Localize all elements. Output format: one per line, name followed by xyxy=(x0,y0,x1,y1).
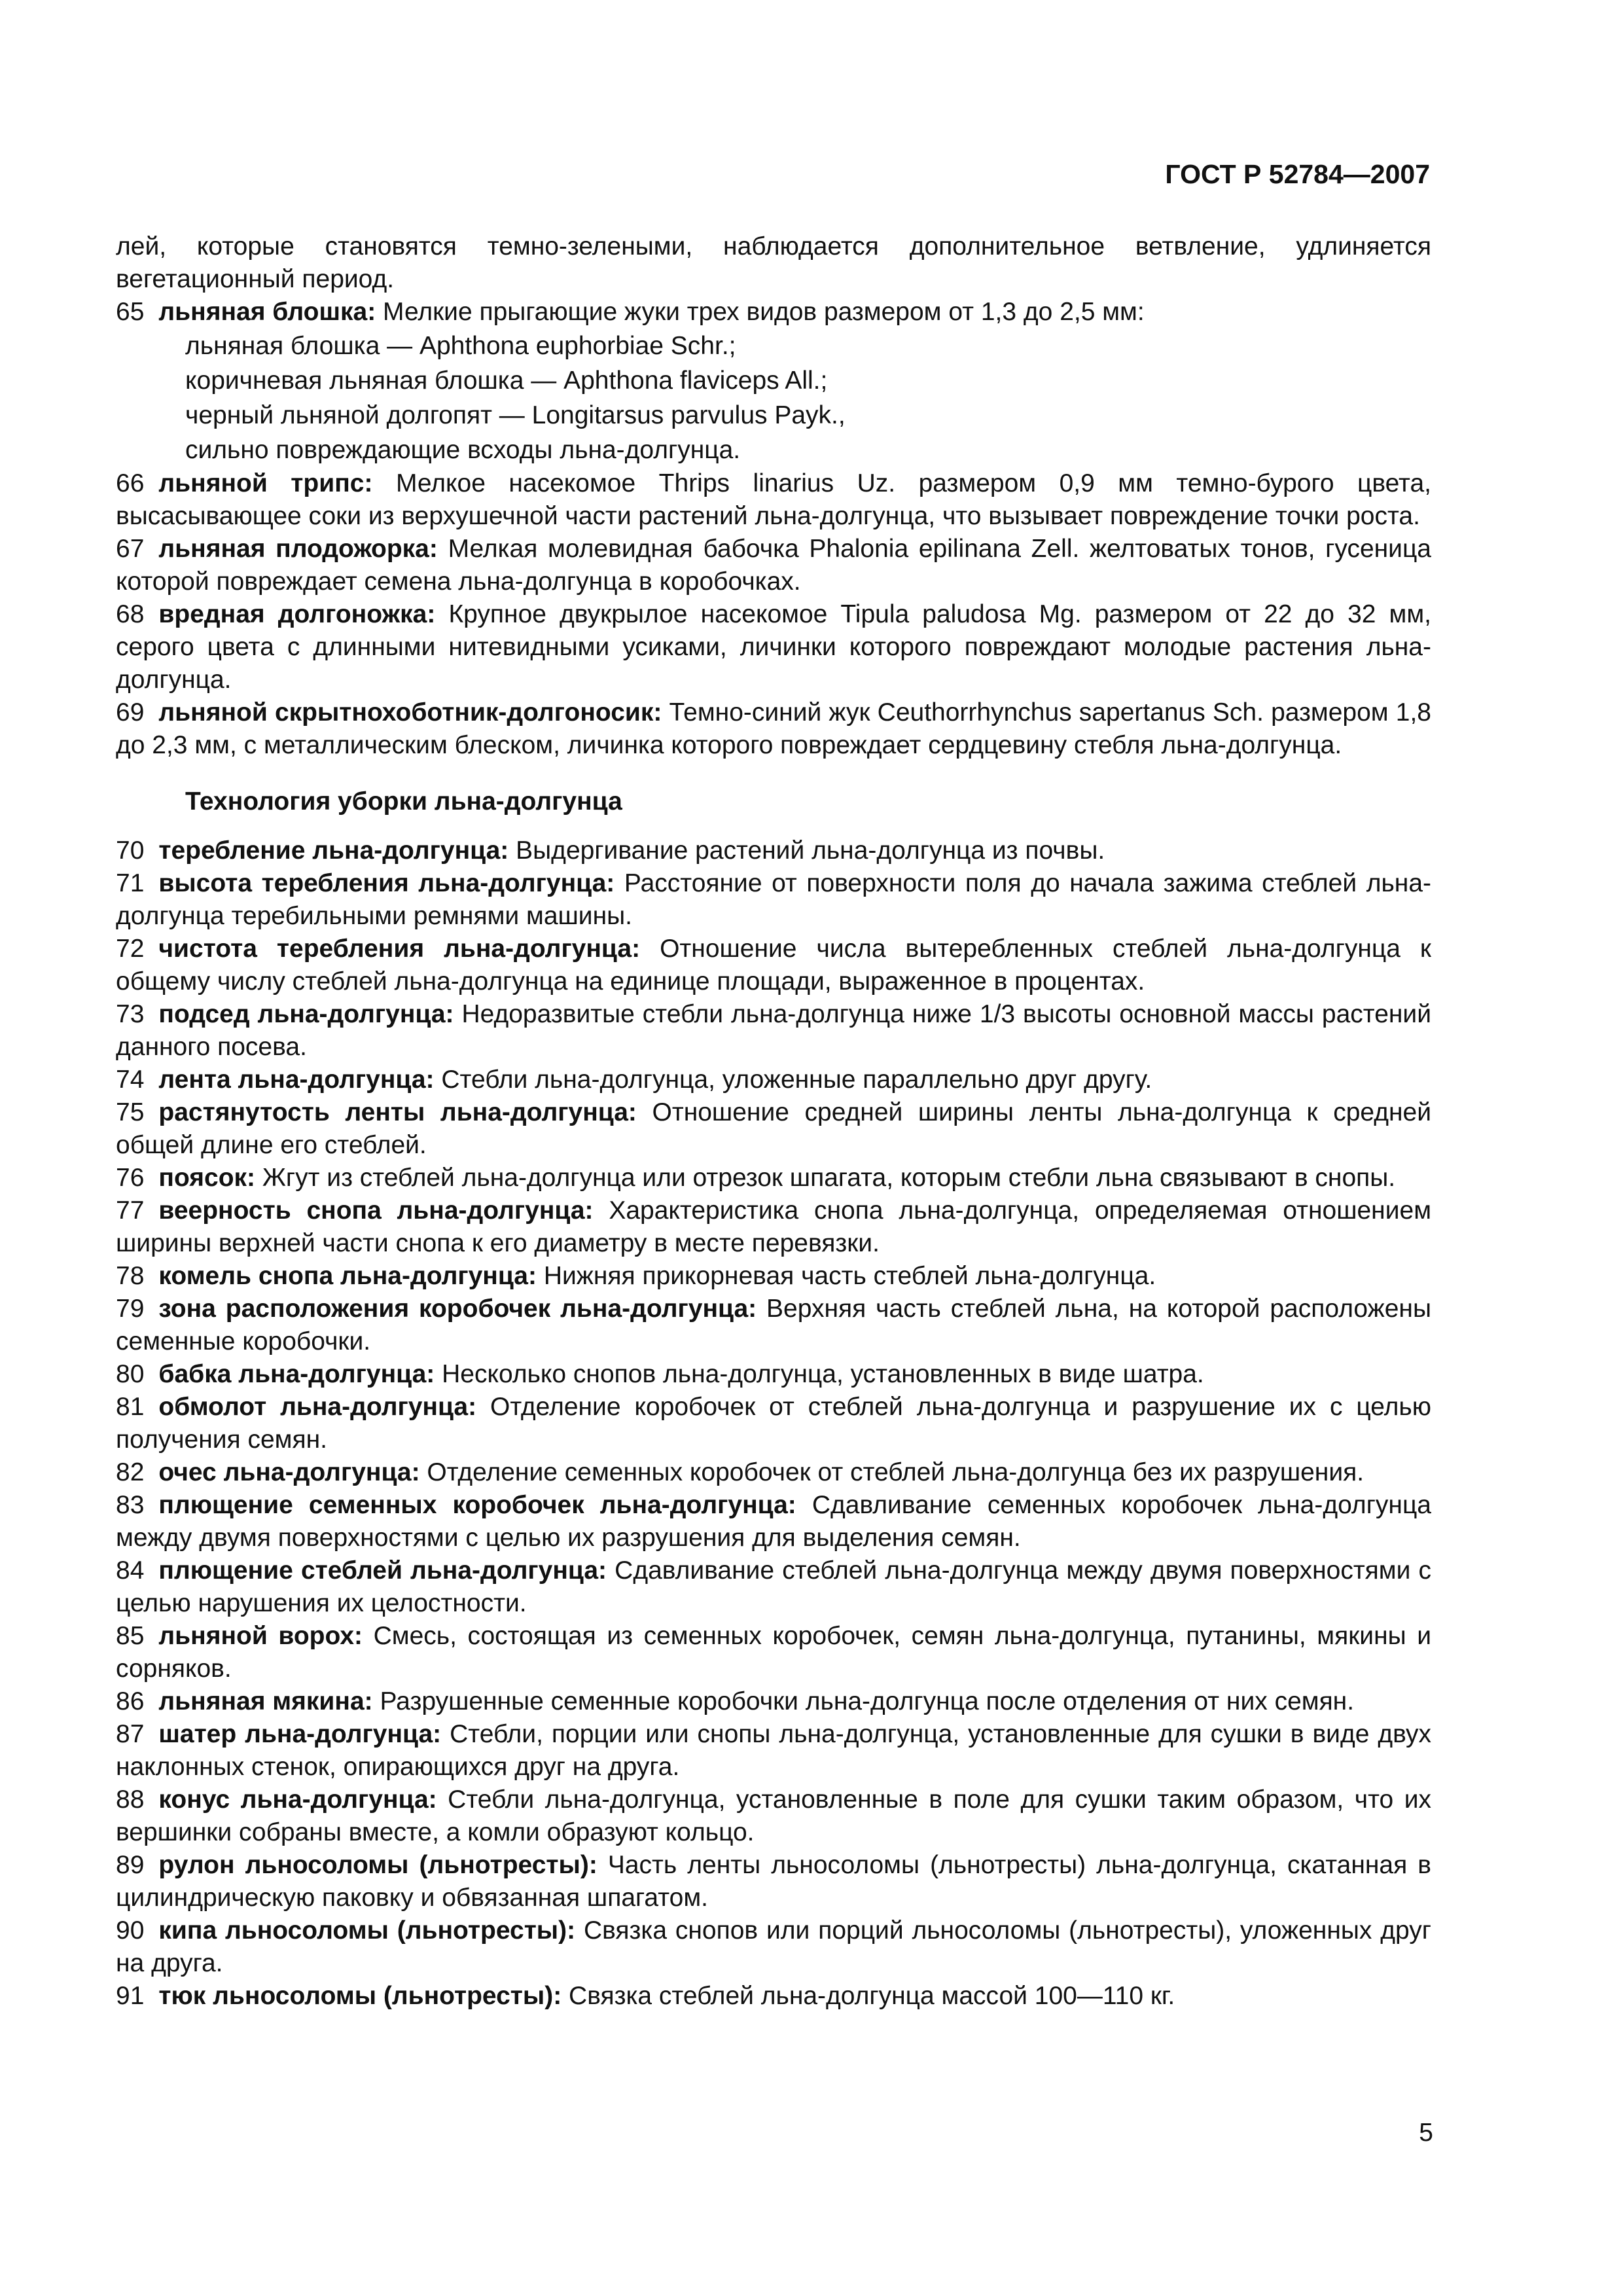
term-definition: Стебли, порции или снопы льна-долгунца, установленные для сушки в виде двух наклонных стенок, опирающихся друг на друга. xyxy=(116,1720,1431,1781)
term-number: 75 xyxy=(116,1098,145,1126)
species-list xyxy=(185,329,1431,467)
term-definition: Сдавливание стеблей льна-долгунца между двумя поверхностями с целью нарушения их целостности. xyxy=(116,1556,1431,1617)
term-entry xyxy=(116,1914,1431,1980)
term-entry xyxy=(116,1489,1431,1554)
term-entry xyxy=(116,1620,1431,1685)
term-title: льняной ворох: xyxy=(158,1622,363,1650)
term-number: 65 xyxy=(116,298,145,326)
term-entry xyxy=(116,998,1431,1064)
term-definition: Отношение средней ширины ленты льна-долгунца к средней общей длине его стеблей. xyxy=(116,1098,1431,1159)
term-definition: Верхняя часть стеблей льна, на которой расположены семенные коробочки. xyxy=(116,1295,1431,1355)
term-entry xyxy=(116,1358,1431,1391)
term-definition: Несколько снопов льна-долгунца, установленных в виде шатра. xyxy=(442,1360,1204,1388)
term-entry xyxy=(116,533,1431,598)
term-number: 87 xyxy=(116,1720,145,1748)
term-number: 90 xyxy=(116,1916,145,1945)
term-number: 85 xyxy=(116,1622,145,1650)
term-number: 68 xyxy=(116,600,145,628)
term-entry xyxy=(116,467,1431,533)
term-definition: Отделение коробочек от стеблей льна-долгунца и разрушение их с целью получения семян. xyxy=(116,1393,1431,1454)
term-title: очес льна-долгунца: xyxy=(158,1458,420,1486)
term-title: плющение семенных коробочек льна-долгунца: xyxy=(158,1491,796,1519)
term-title: зона расположения коробочек льна-долгунца: xyxy=(158,1295,757,1323)
term-title: бабка льна-долгунца: xyxy=(158,1360,435,1388)
term-number: 88 xyxy=(116,1785,145,1814)
term-number: 89 xyxy=(116,1851,145,1879)
term-title: кипа льносоломы (льнотресты): xyxy=(158,1916,576,1945)
species-item: сильно повреждающие всходы льна-долгунца. xyxy=(185,436,741,464)
section-heading: Технология уборки льна-долгунца xyxy=(185,787,622,816)
species-item: льняная блошка — Aphthona euphorbiae Schr.; xyxy=(185,332,736,360)
term-definition: Разрушенные семенные коробочки льна-долгунца после отделения от них семян. xyxy=(380,1687,1355,1715)
term-number: 81 xyxy=(116,1393,145,1421)
term-definition: Темно-синий жук Ceuthorrhynchus sapertanus Sch. размером 1,8 до 2,3 мм, с металлическим блеском, личинка которого повреждает сердцевину стебля льна-долгунца. xyxy=(116,698,1431,759)
term-title: комель снопа льна-долгунца: xyxy=(158,1262,537,1290)
term-definition: Расстояние от поверхности поля до начала зажима стеблей льна-долгунца теребильными ремнями машины. xyxy=(116,869,1431,930)
term-definition: Стебли льна-долгунца, установленные в поле для сушки таким образом, что их вершинки собраны вместе, а комли образуют кольцо. xyxy=(116,1785,1431,1846)
term-entry xyxy=(116,598,1431,696)
term-title: тюк льносоломы (льнотресты): xyxy=(158,1982,562,2010)
term-definition: Выдергивание растений льна-долгунца из почвы. xyxy=(516,836,1105,865)
term-title: высота теребления льна-долгунца: xyxy=(158,869,615,897)
term-number: 70 xyxy=(116,836,145,865)
term-entry xyxy=(116,1293,1431,1358)
document-body xyxy=(116,230,1431,2013)
term-number: 83 xyxy=(116,1491,145,1519)
term-entry xyxy=(116,1391,1431,1456)
term-title: льняной скрытнохоботник-долгоносик: xyxy=(158,698,662,726)
term-title: льняная блошка: xyxy=(158,298,376,326)
term-definition: Отношение числа вытеребленных стеблей льна-долгунца к общему числу стеблей льна-долгунца на единице площади, выраженное в процентах. xyxy=(116,935,1431,996)
term-number: 74 xyxy=(116,1066,145,1094)
term-definition: Недоразвитые стебли льна-долгунца ниже 1/3 высоты основной массы растений данного посева. xyxy=(116,1000,1431,1061)
term-number: 67 xyxy=(116,535,145,563)
term-definition: Отделение семенных коробочек от стеблей льна-долгунца без их разрушения. xyxy=(427,1458,1364,1486)
term-title: плющение стеблей льна-долгунца: xyxy=(158,1556,607,1585)
term-number: 78 xyxy=(116,1262,145,1290)
term-title: рулон льносоломы (льнотресты): xyxy=(158,1851,597,1879)
term-entry xyxy=(116,867,1431,933)
term-number: 69 xyxy=(116,698,145,726)
term-number: 77 xyxy=(116,1196,145,1225)
term-title: теребление льна-долгунца: xyxy=(158,836,509,865)
term-definition: Стебли льна-долгунца, уложенные параллельно друг другу. xyxy=(441,1066,1152,1094)
term-entry xyxy=(116,1096,1431,1162)
term-entry xyxy=(116,1194,1431,1260)
species-item: коричневая льняная блошка — Aphthona flaviceps All.; xyxy=(185,367,828,395)
term-entry xyxy=(116,1064,1431,1096)
term-title: чистота теребления льна-долгунца: xyxy=(158,935,641,963)
term-number: 66 xyxy=(116,469,145,497)
term-definition: Крупное двукрылое насекомое Tipula paludosa Mg. размером от 22 до 32 мм, серого цвета с длинными нитевидными усиками, личинки которого повреждают молодые растения льна-долгунца. xyxy=(116,600,1431,694)
term-definition: Жгут из стеблей льна-долгунца или отрезок шпагата, которым стебли льна связывают в снопы. xyxy=(262,1164,1396,1192)
term-number: 80 xyxy=(116,1360,145,1388)
term-title: поясок: xyxy=(158,1164,256,1192)
term-definition: Нижняя прикорневая часть стеблей льна-долгунца. xyxy=(543,1262,1156,1290)
term-entry xyxy=(116,933,1431,998)
term-entry xyxy=(116,296,1431,329)
term-number: 86 xyxy=(116,1687,145,1715)
term-definition: Смесь, состоящая из семенных коробочек, семян льна-долгунца, путанины, мякины и сорняков. xyxy=(116,1622,1431,1683)
document-code: ГОСТ Р 52784—2007 xyxy=(1165,159,1430,189)
term-title: льняная мякина: xyxy=(158,1687,373,1715)
term-entry xyxy=(116,834,1431,867)
term-definition: Связка снопов или порций льносоломы (льнотресты), уложенных друг на друга. xyxy=(116,1916,1431,1977)
term-entry xyxy=(116,1162,1431,1194)
species-item: черный льняной долгопят — Longitarsus parvulus Payk., xyxy=(185,401,846,429)
term-number: 76 xyxy=(116,1164,145,1192)
term-entry xyxy=(116,1260,1431,1293)
term-title: веерность снопа льна-долгунца: xyxy=(158,1196,594,1225)
term-title: льняная плодожорка: xyxy=(158,535,438,563)
term-title: конус льна-долгунца: xyxy=(158,1785,437,1814)
term-title: растянутость ленты льна-долгунца: xyxy=(158,1098,637,1126)
term-entry xyxy=(116,1685,1431,1718)
term-entry xyxy=(116,696,1431,762)
term-definition: Мелкая молевидная бабочка Phalonia epilinana Zell. желтоватых тонов, гусеница которой повреждает семена льна-долгунца в коробочках. xyxy=(116,535,1431,596)
term-number: 82 xyxy=(116,1458,145,1486)
term-definition: Характеристика снопа льна-долгунца, определяемая отношением ширины верхней части снопа к его диаметру в месте перевязки. xyxy=(116,1196,1432,1257)
term-title: лента льна-долгунца: xyxy=(158,1066,435,1094)
term-entry xyxy=(116,1554,1431,1620)
term-definition: Мелкое насекомое Thrips linarius Uz. размером 0,9 мм темно-бурого цвета, высасывающее соки из верхушечной части растений льна-долгунца, что вызывает повреждение точки роста. xyxy=(116,469,1431,530)
term-title: шатер льна-долгунца: xyxy=(158,1720,442,1748)
term-number: 79 xyxy=(116,1295,145,1323)
term-entry xyxy=(116,1849,1431,1914)
term-definition: Мелкие прыгающие жуки трех видов размером от 1,3 до 2,5 мм: xyxy=(383,298,1145,326)
term-number: 72 xyxy=(116,935,145,963)
term-definition: Часть ленты льносоломы (льнотресты) льна-долгунца, скатанная в цилиндрическую паковку и обвязанная шпагатом. xyxy=(116,1851,1431,1912)
page-number: 5 xyxy=(1419,2119,1433,2147)
term-title: льняной трипс: xyxy=(158,469,373,497)
term-number: 73 xyxy=(116,1000,145,1028)
term-title: подсед льна-долгунца: xyxy=(158,1000,454,1028)
term-number: 91 xyxy=(116,1982,145,2010)
term-title: вредная долгоножка: xyxy=(158,600,436,628)
term-entry xyxy=(116,1784,1431,1849)
intro-paragraph: лей, которые становятся темно-зелеными, наблюдается дополнительное ветвление, удлиняется вегетационный период. xyxy=(116,232,1431,293)
term-entry xyxy=(116,1718,1431,1784)
term-definition: Сдавливание семенных коробочек льна-долгунца между двумя поверхностями с целью их разрушения для выделения семян. xyxy=(116,1491,1431,1552)
term-entry xyxy=(116,1980,1431,2013)
term-number: 71 xyxy=(116,869,145,897)
term-definition: Связка стеблей льна-долгунца массой 100—110 кг. xyxy=(569,1982,1175,2010)
term-entry xyxy=(116,1456,1431,1489)
term-title: обмолот льна-долгунца: xyxy=(158,1393,477,1421)
term-number: 84 xyxy=(116,1556,145,1585)
